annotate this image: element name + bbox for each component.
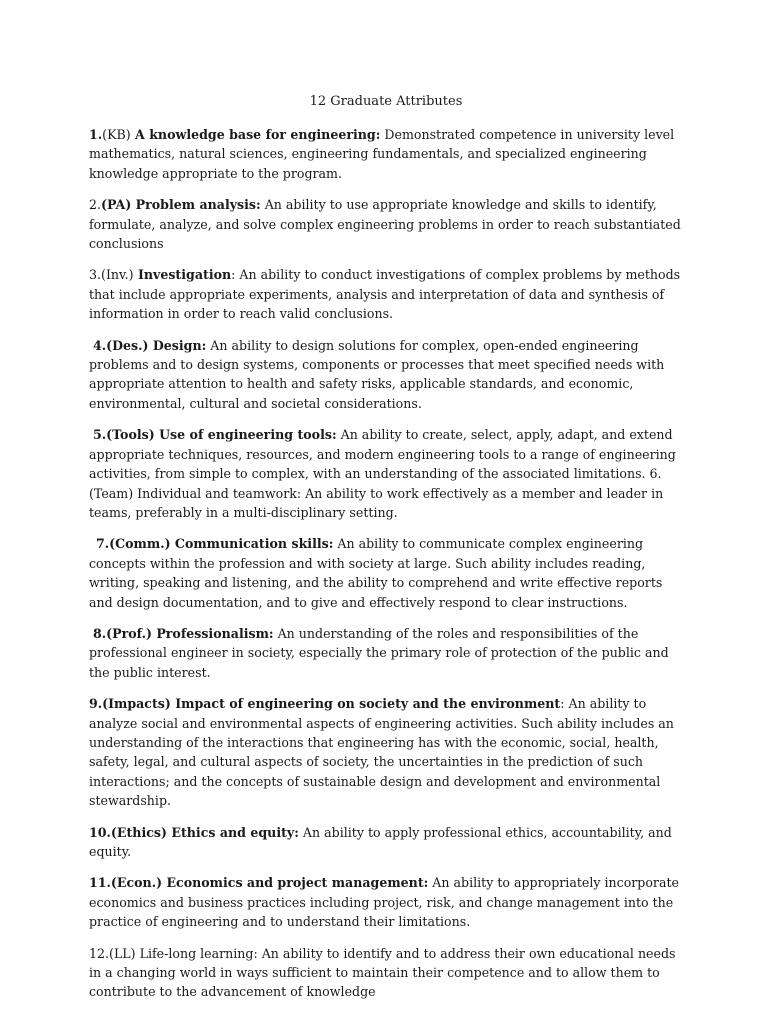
attribute-pa — [89, 195, 683, 253]
attribute-code: (PA) — [101, 197, 132, 213]
attribute-heading: Use of engineering tools: — [154, 427, 337, 443]
attribute-econ — [89, 873, 683, 931]
attribute-code: (Comm.) — [109, 536, 171, 552]
attribute-number: 11. — [89, 875, 111, 891]
attribute-number: 12. — [89, 945, 110, 961]
attribute-number: 4. — [93, 337, 107, 353]
attribute-number: 9. — [89, 696, 103, 712]
attribute-body: : An ability to analyze social and environmental aspects of engineering activities. Such ability includes an understanding of the interactions that engineering has with the economic, social, health, safety, legal, and cultural aspects of society, the uncertainties in the prediction of such interactions; and the concepts of sustainable design and development and environmental stewardship. — [89, 696, 674, 809]
attribute-heading: A knowledge base for engineering: — [130, 127, 381, 142]
attribute-number: 7. — [96, 536, 110, 552]
attribute-number: 8. — [93, 625, 107, 641]
attribute-ethics — [89, 823, 683, 862]
attribute-inv — [89, 265, 683, 323]
attribute-prof — [89, 624, 683, 682]
attribute-code: (Prof.) — [106, 625, 152, 641]
attribute-number: 10. — [89, 824, 111, 840]
attribute-number: 2. — [89, 197, 102, 213]
attribute-heading: Design: — [148, 337, 207, 353]
attribute-body: An ability to use appropriate knowledge and skills to identify, formulate, analyze, and solve complex engineering problems in order to reach substantiated conclusions — [89, 197, 681, 252]
attribute-body: : An ability to conduct investigations of complex problems by methods that include appropriate experiments, analysis and interpretation of data and synthesis of information in order to reach valid conclusions. — [89, 267, 681, 322]
document-page — [89, 92, 683, 1014]
attribute-code: (Impacts) — [102, 696, 171, 712]
attribute-heading: Professionalism: — [151, 625, 274, 641]
attribute-heading: Impact of engineering on society and the environment — [170, 696, 561, 712]
attribute-heading: Ethics and equity: — [166, 824, 299, 840]
attribute-body: An ability to apply professional ethics, accountability, and equity. — [89, 824, 672, 859]
attribute-code: (KB) — [102, 127, 131, 142]
attribute-code: (LL) — [109, 945, 136, 961]
attribute-ll — [89, 944, 683, 1002]
attribute-heading: Communication skills: — [170, 536, 334, 552]
attribute-heading: Problem analysis: — [131, 197, 261, 213]
document-title: 12 Graduate Attributes — [309, 94, 463, 109]
attribute-code: (Inv.) — [101, 267, 134, 283]
attribute-heading: Economics and project management: — [162, 875, 429, 891]
attribute-code: (Tools) — [106, 427, 155, 443]
attribute-des — [89, 336, 683, 414]
attribute-code: (Ethics) — [110, 824, 167, 840]
attribute-body: An ability to create, select, apply, adapt, and extend appropriate techniques, resources, and modern engineering tools to a range of engineering activities, from simple to complex, with an understanding of the associated limitations. 6.(Team) Individual and teamwork: An ability to work effectively as a member and leader in teams, preferably in a multi-disciplinary setting. — [89, 427, 676, 520]
attribute-body: An ability to design solutions for complex, open-ended engineering problems and to design systems, components or processes that meet specified needs with appropriate attention to health and safety risks, applicable standards, and economic, environmental, cultural and societal considerations. — [89, 337, 665, 411]
attribute-number: 5. — [93, 427, 107, 443]
attribute-kb — [89, 125, 683, 183]
attribute-number: 1. — [89, 127, 103, 142]
attribute-code: (Des.) — [106, 337, 149, 353]
attribute-comm — [89, 534, 683, 612]
attribute-body: An understanding of the roles and responsibilities of the professional engineer in society, especially the primary role of protection of the public and the public interest. — [89, 625, 669, 680]
attribute-body: Life-long learning: An ability to identify and to address their own educational needs in a changing world in ways sufficient to maintain their competence and to allow them to contribute to the advancement of knowledge — [89, 945, 676, 1000]
attribute-body: An ability to communicate complex engineering concepts within the profession and with society at large. Such ability includes reading, writing, speaking and listening, and the ability to comprehend and write effective reports and design documentation, and to give and effectively respond to clear instructions. — [89, 536, 663, 610]
attribute-code: (Econ.) — [110, 875, 163, 891]
attribute-body: An ability to appropriately incorporate economics and business practices including project, risk, and change management into the practice of engineering and to understand their limitations. — [89, 875, 679, 930]
attribute-number: 3. — [89, 267, 102, 283]
attribute-body: Demonstrated competence in university level mathematics, natural sciences, engineering fundamentals, and specialized engineering knowledge appropriate to the program. — [89, 127, 675, 181]
attribute-impacts — [89, 694, 683, 810]
attribute-heading: Investigation — [133, 267, 232, 283]
attribute-tools — [89, 425, 683, 522]
